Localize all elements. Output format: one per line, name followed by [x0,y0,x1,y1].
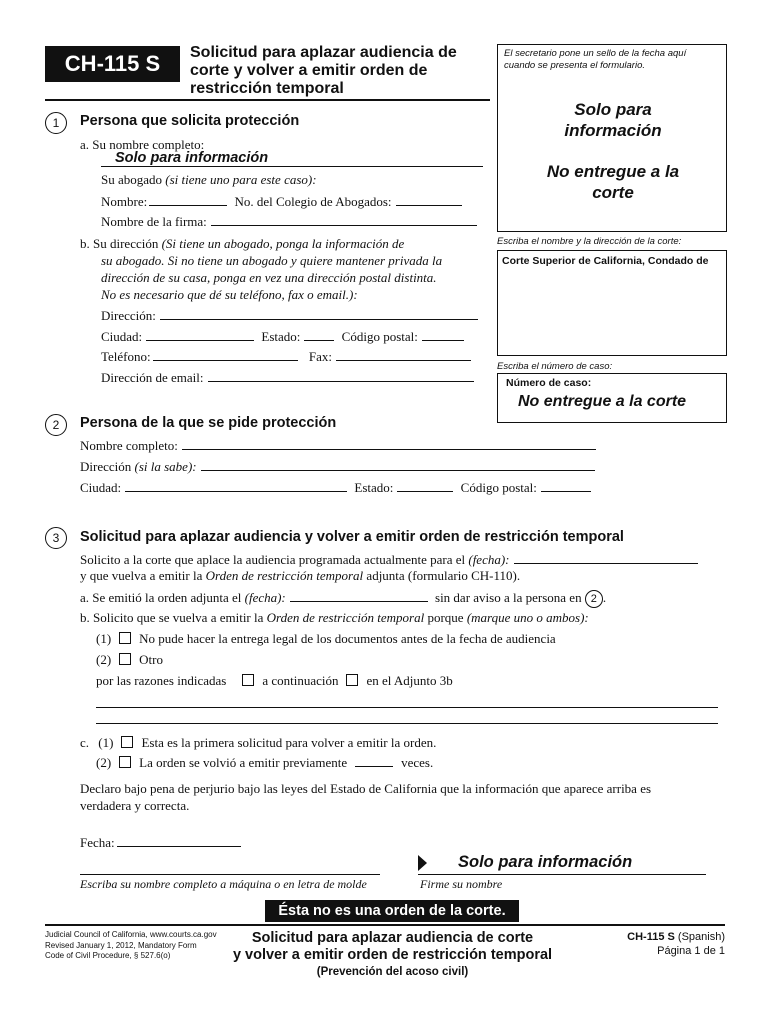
s3-b-order: Orden de restricción temporal [266,610,425,625]
form-title-line: corte y volver a emitir orden de [190,62,428,79]
s1-b-row [80,236,404,252]
footer-left-line: Revised January 1, 2012, Mandatory Form [45,940,197,950]
s3-a-ref-circle: 2 [585,590,603,608]
s3-c1-checkbox[interactable] [121,736,133,748]
s3-date-row [80,834,245,851]
s3-reasons-row [96,673,453,689]
footer-left-line: Code of Civil Procedure, § 527.6(o) [45,951,171,960]
s3-c1-text: Esta es la primera solicitud para volver a emitir la orden. [141,735,437,750]
footer-left-line: Judicial Council of California, www.courts.ca.gov [45,930,217,939]
s1-city-label: Ciudad: [101,329,143,344]
s1-b-note-line: dirección de su casa, ponga en vez una dirección postal distinta. [101,270,437,285]
s3-hearing-date-field[interactable] [514,551,698,564]
s3-a-label: a. Se emitió la orden adjunta el [80,590,242,605]
s3-signature-caption: Firme su nombre [420,877,503,891]
s2-address-label: Dirección [80,459,132,474]
s3-b1-text: No pude hacer la entrega legal de los documentos antes de la fecha de audiencia [139,631,556,646]
s3-c2-text: La orden se volvió a emitir previamente [139,755,348,770]
s1-phone-label: Teléfono: [101,349,151,364]
s1-b-note-line: (Si tiene un abogado, ponga la información de [161,236,405,251]
section-2-title: Persona de la que se pide protección [80,415,337,431]
s1-lawyer-name-row [101,193,466,210]
s1-address-field[interactable] [160,307,478,320]
s3-intro-row-1 [80,551,702,568]
footer-center [200,930,585,981]
s1-lawyer-label: Su abogado [101,172,163,187]
clerk-stamp-box [497,44,727,232]
stamp-info-text: Solo para información [564,100,662,140]
s3-declaration-line: verdadera y correcta. [80,798,190,813]
s3-attach-checkbox[interactable] [346,674,358,686]
footer-title-line: y volver a emitir orden de restricción temporal [232,947,553,963]
footer-right [600,930,725,958]
s1-a-label: a. Su nombre completo: [80,137,205,152]
s1-address-row [101,307,482,324]
s3-b2-row [96,652,163,668]
section-1-number: 1 [45,112,67,134]
s1-firm-row [101,213,481,230]
court-value: Corte Superior de California, Condado de [502,255,709,267]
s1-city-row [101,328,468,345]
s2-city-label: Ciudad: [80,480,122,495]
s3-a-date-label: (fecha): [244,590,286,605]
s3-c1-number: (1) [98,735,114,750]
footer-title-line: Solicitud para aplazar audiencia de corte [251,930,534,946]
s3-reason-line[interactable] [96,707,718,708]
header-rule [45,99,490,101]
case-label: Escriba el número de caso: [497,361,613,372]
s2-name-field[interactable] [182,437,596,450]
section-1-title: Persona que solicita protección [80,113,300,129]
s2-city-field[interactable] [125,479,347,492]
s3-a-row: a. Se emitió la orden adjunta el (fecha): sin dar aviso a la persona en 2 . [80,589,606,608]
s1-firm-field[interactable] [211,213,477,226]
s1-zip-field[interactable] [422,328,464,341]
s3-intro-date-label: (fecha): [468,552,510,567]
footer-form-id: CH-115 S [627,931,675,943]
section-3-title: Solicitud para aplazar audiencia y volver a emitir orden de restricción temporal [80,529,624,545]
footer-left [45,930,217,962]
s3-c2-number: (2) [96,755,112,770]
s3-declaration-line: Declaro bajo pena de perjurio bajo las leyes del Estado de California que la información que aparece arriba es [80,781,652,796]
s1-state-field[interactable] [304,328,334,341]
s1-phone-row [101,348,475,365]
s3-printed-name-line[interactable] [80,874,380,875]
s3-intro2-tail: adjunta (formulario CH-110). [366,568,521,583]
s3-b2-number: (2) [96,652,112,667]
s1-zip-label: Código postal: [341,329,418,344]
s1-fax-field[interactable] [336,348,471,361]
s1-lawyer-name-label: Nombre: [101,194,148,209]
s2-city-row [80,479,595,496]
s3-b1-row [96,631,556,647]
s2-address-field[interactable] [201,458,595,471]
s3-c2-tail: veces. [401,755,434,770]
s3-c2-row [96,754,433,771]
s1-b-note-line: No es necesario que dé su teléfono, fax o email.): [101,287,358,302]
court-label: Escriba el nombre y la dirección de la corte: [497,236,682,247]
case-number-value: No entregue a la corte [518,393,687,410]
s3-b1-checkbox[interactable] [119,632,131,644]
s3-intro-row-2 [80,568,520,584]
s3-intro-text: Solicito a la corte que aplace la audiencia programada actualmente para el [80,552,466,567]
s1-address-label: Dirección: [101,308,156,323]
s3-b2-checkbox[interactable] [119,653,131,665]
s2-zip-field[interactable] [541,479,591,492]
s3-b-row [80,610,589,626]
s1-name-field[interactable] [101,150,483,167]
signature-arrow-icon [418,855,427,871]
footer-rule [45,924,725,926]
not-court-order-banner: Ésta no es una orden de la corte. [265,900,519,922]
s3-c2-checkbox[interactable] [119,756,131,768]
clerk-note: El secretario pone un sello de la fecha aquí cuando se presenta el formulario. [504,48,687,71]
s3-c1-row [80,735,436,751]
s3-b-tail: porque [427,610,464,625]
case-number-box[interactable] [497,373,727,423]
s1-email-label: Dirección de email: [101,370,204,385]
s2-zip-label: Código postal: [460,480,537,495]
s3-c-label: c. [80,735,90,750]
stamp-no-submit-text: No entregue a la corte [546,162,680,202]
s3-reasons-text: por las razones indicadas [96,673,227,688]
s1-lawyer-note: (si tiene uno para este caso): [165,172,317,187]
s1-email-row [101,369,478,386]
s1-bar-number-label: No. del Colegio de Abogados: [234,194,392,209]
section-3-number: 3 [45,527,67,549]
form-title-line: restricción temporal [190,80,344,97]
s1-b-note-line: su abogado. Si no tiene un abogado y quiere mantener privada la [101,253,443,268]
s2-address-note: (si la sabe): [134,459,197,474]
s3-name-caption: Escriba su nombre completo a máquina o en letra de molde [80,877,367,891]
s1-state-label: Estado: [261,329,301,344]
section-2-number: 2 [45,414,67,436]
case-number-label: Número de caso: [506,377,592,389]
s2-name-row [80,437,600,454]
s3-intro2-order: Orden de restricción temporal [205,568,364,583]
s1-phone-field[interactable] [153,348,298,361]
s1-lawyer-row [101,172,317,188]
s1-city-field[interactable] [146,328,254,341]
s3-attach-text: en el Adjunto 3b [366,673,453,688]
s3-below-text: a continuación [262,673,339,688]
footer-language: (Spanish) [677,931,725,943]
s2-address-row [80,458,599,475]
form-id-badge: CH-115 S [45,46,180,82]
s3-signature-value: Solo para información [458,853,633,871]
s1-b-label: b. Su dirección [80,236,159,251]
s3-intro2-text: y que vuelva a emitir la [80,568,203,583]
s3-a-tail: sin dar aviso a la persona en [435,590,582,605]
footer-subtitle: (Prevención del acoso civil) [316,966,469,978]
s1-bar-number-field[interactable] [396,193,462,206]
s1-name-value: Solo para información [115,150,269,166]
s1-firm-label: Nombre de la firma: [101,214,207,229]
s3-a-date-field[interactable] [290,589,428,602]
s1-fax-label: Fax: [308,349,333,364]
s3-b1-number: (1) [96,631,112,646]
footer-page: Página 1 de 1 [657,945,725,957]
s3-below-checkbox[interactable] [242,674,254,686]
s3-date-field[interactable] [117,834,241,847]
s1-lawyer-name-field[interactable] [149,193,227,206]
s1-email-field[interactable] [208,369,474,382]
s3-date-label: Fecha: [80,835,115,850]
form-title [190,44,490,98]
s3-b-label: b. Solicito que se vuelva a emitir la [80,610,264,625]
s3-reason-line[interactable] [96,723,718,724]
s2-state-field[interactable] [397,479,453,492]
court-box[interactable] [497,250,727,356]
s3-signature-line[interactable] [418,874,706,875]
s3-b2-text: Otro [139,652,164,667]
form-title-line: Solicitud para aplazar audiencia de [190,44,457,61]
s2-name-label: Nombre completo: [80,438,178,453]
s3-c2-times-field[interactable] [355,754,393,767]
s2-state-label: Estado: [354,480,394,495]
s3-b-note: (marque uno o ambos): [466,610,589,625]
